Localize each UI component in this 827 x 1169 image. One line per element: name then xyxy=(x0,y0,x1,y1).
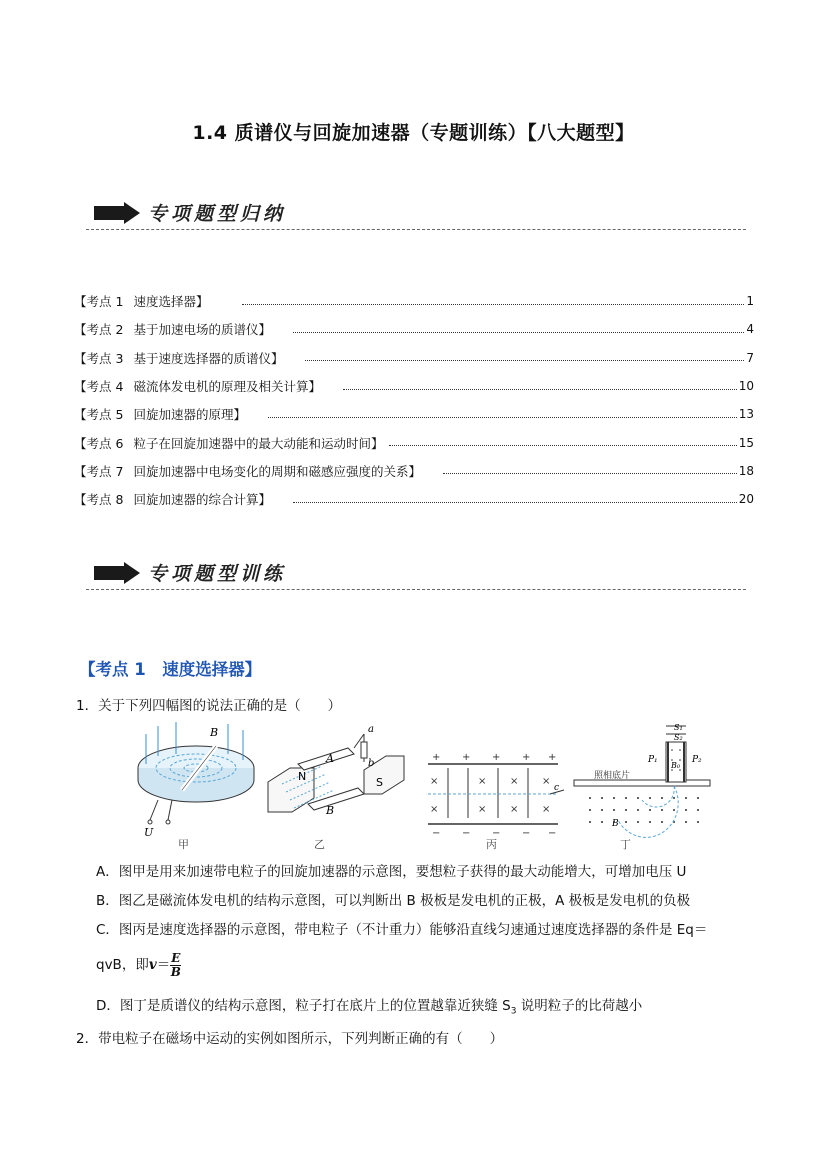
fraction-denominator: B xyxy=(170,964,181,979)
svg-text:×: × xyxy=(430,804,439,815)
svg-text:×: × xyxy=(430,776,439,787)
svg-text:+: + xyxy=(462,752,471,763)
fig-caption-bing: 丙 xyxy=(486,838,497,850)
option-d-text: D．图丁是质谱仪的结构示意图，粒子打在底片上的位置越靠近狭缝 S xyxy=(96,998,511,1014)
svg-text:−: − xyxy=(548,828,557,839)
mhd-generator-diagram xyxy=(268,734,404,812)
page-title: 1.4 质谱仪与回旋加速器（专题训练）【八大题型】 xyxy=(192,122,635,144)
fig-label-P2: P₂ xyxy=(692,755,702,765)
banner-label: 专项题型归纳 xyxy=(148,203,287,225)
option-d-subscript: 3 xyxy=(510,1006,517,1017)
svg-text:+: + xyxy=(548,752,557,763)
fig-label-S1: S₁ xyxy=(674,723,683,732)
svg-text:×: × xyxy=(542,804,551,815)
arrow-icon xyxy=(94,202,140,224)
toc-row[interactable]: 【考点 7 回旋加速器中电场变化的周期和磁感应强度的关系】 18 xyxy=(74,463,754,479)
svg-text:×: × xyxy=(478,776,487,787)
fig-label-S2: S₂ xyxy=(674,733,683,742)
fig-label-B: B xyxy=(210,726,219,739)
svg-text:−: − xyxy=(462,828,471,839)
option-d[interactable] xyxy=(96,998,766,1017)
toc-row[interactable]: 【考点 1 速度选择器】 1 xyxy=(74,294,754,310)
question-figure xyxy=(118,720,718,850)
option-c-text: qvB，即 xyxy=(96,957,149,973)
svg-text:−: − xyxy=(432,828,441,839)
mass-spectrometer-diagram xyxy=(574,726,710,837)
svg-text:−: − xyxy=(522,828,531,839)
fig-label-Bd: B xyxy=(612,819,619,829)
section-banner-training xyxy=(86,556,746,590)
cyclotron-diagram xyxy=(138,722,254,824)
fig-label-S: S xyxy=(376,776,383,789)
fig-caption-yi: 乙 xyxy=(314,838,325,850)
dashed-divider xyxy=(86,229,746,230)
topic-heading: 【考点 1 速度选择器】 xyxy=(79,660,262,679)
arrow-icon xyxy=(94,562,140,584)
fig-label-B0: B₀ xyxy=(671,761,681,770)
physics-diagrams xyxy=(118,720,718,850)
svg-text:+: + xyxy=(432,752,441,763)
question-stem: 2．带电粒子在磁场中运动的实例如图所示，下列判断正确的有（ ） xyxy=(76,1031,504,1047)
option-c-equals: ＝ xyxy=(156,957,171,973)
option-c-fraction xyxy=(170,952,181,978)
fig-caption-jia: 甲 xyxy=(178,838,189,850)
dashed-divider xyxy=(86,589,746,590)
fraction-numerator: E xyxy=(171,951,181,965)
fig-label-N: N xyxy=(298,770,307,783)
fig-label-U: U xyxy=(144,826,154,839)
fig-label-A: A xyxy=(326,752,334,765)
banner-label: 专项题型训练 xyxy=(148,563,287,585)
svg-text:−: − xyxy=(492,828,501,839)
fig-label-c: c xyxy=(554,783,560,793)
section-banner-summary xyxy=(86,196,746,230)
svg-text:×: × xyxy=(510,776,519,787)
fig-caption-ding: 丁 xyxy=(620,838,631,850)
fig-label-P1: P₁ xyxy=(648,755,658,765)
svg-text:×: × xyxy=(510,804,519,815)
toc-row[interactable]: 【考点 5 回旋加速器的原理】 13 xyxy=(74,407,754,423)
svg-text:+: + xyxy=(492,752,501,763)
toc-row[interactable]: 【考点 2 基于加速电场的质谱仪】 4 xyxy=(74,322,754,338)
option-c-line2[interactable] xyxy=(96,952,766,978)
toc-row[interactable]: 【考点 3 基于速度选择器的质谱仪】 7 xyxy=(74,350,754,366)
option-b[interactable]: B．图乙是磁流体发电机的结构示意图，可以判断出 B 极板是发电机的正极，A 极板是发电机的负极 xyxy=(96,893,691,909)
toc-row[interactable]: 【考点 8 回旋加速器的综合计算】 20 xyxy=(74,492,754,508)
svg-text:×: × xyxy=(542,776,551,787)
svg-text:×: × xyxy=(478,804,487,815)
question-stem: 1．关于下列四幅图的说法正确的是（ ） xyxy=(76,698,342,714)
velocity-selector-diagram xyxy=(428,752,564,839)
option-c-line1[interactable]: C．图丙是速度选择器的示意图，带电粒子（不计重力）能够沿直线匀速通过速度选择器的条件是 Eq＝ xyxy=(96,922,708,938)
fig-label-Bplate: B xyxy=(326,804,335,817)
svg-text:+: + xyxy=(522,752,531,763)
option-a[interactable]: A．图甲是用来加速带电粒子的回旋加速器的示意图，要想粒子获得的最大动能增大，可增加电压 U xyxy=(96,864,687,880)
fig-label-b: b xyxy=(368,758,375,769)
fig-label-zhaoxiang: 照相底片 xyxy=(594,771,631,781)
toc-row[interactable]: 【考点 4 磁流体发电机的原理及相关计算】 10 xyxy=(74,379,754,395)
table-of-contents xyxy=(74,287,754,513)
option-d-text-end: 说明粒子的比荷越小 xyxy=(516,998,643,1014)
toc-row[interactable]: 【考点 6 粒子在回旋加速器中的最大动能和运动时间】 15 xyxy=(74,435,754,451)
fig-label-a: a xyxy=(368,724,374,735)
option-c-var-v: v xyxy=(148,957,157,973)
